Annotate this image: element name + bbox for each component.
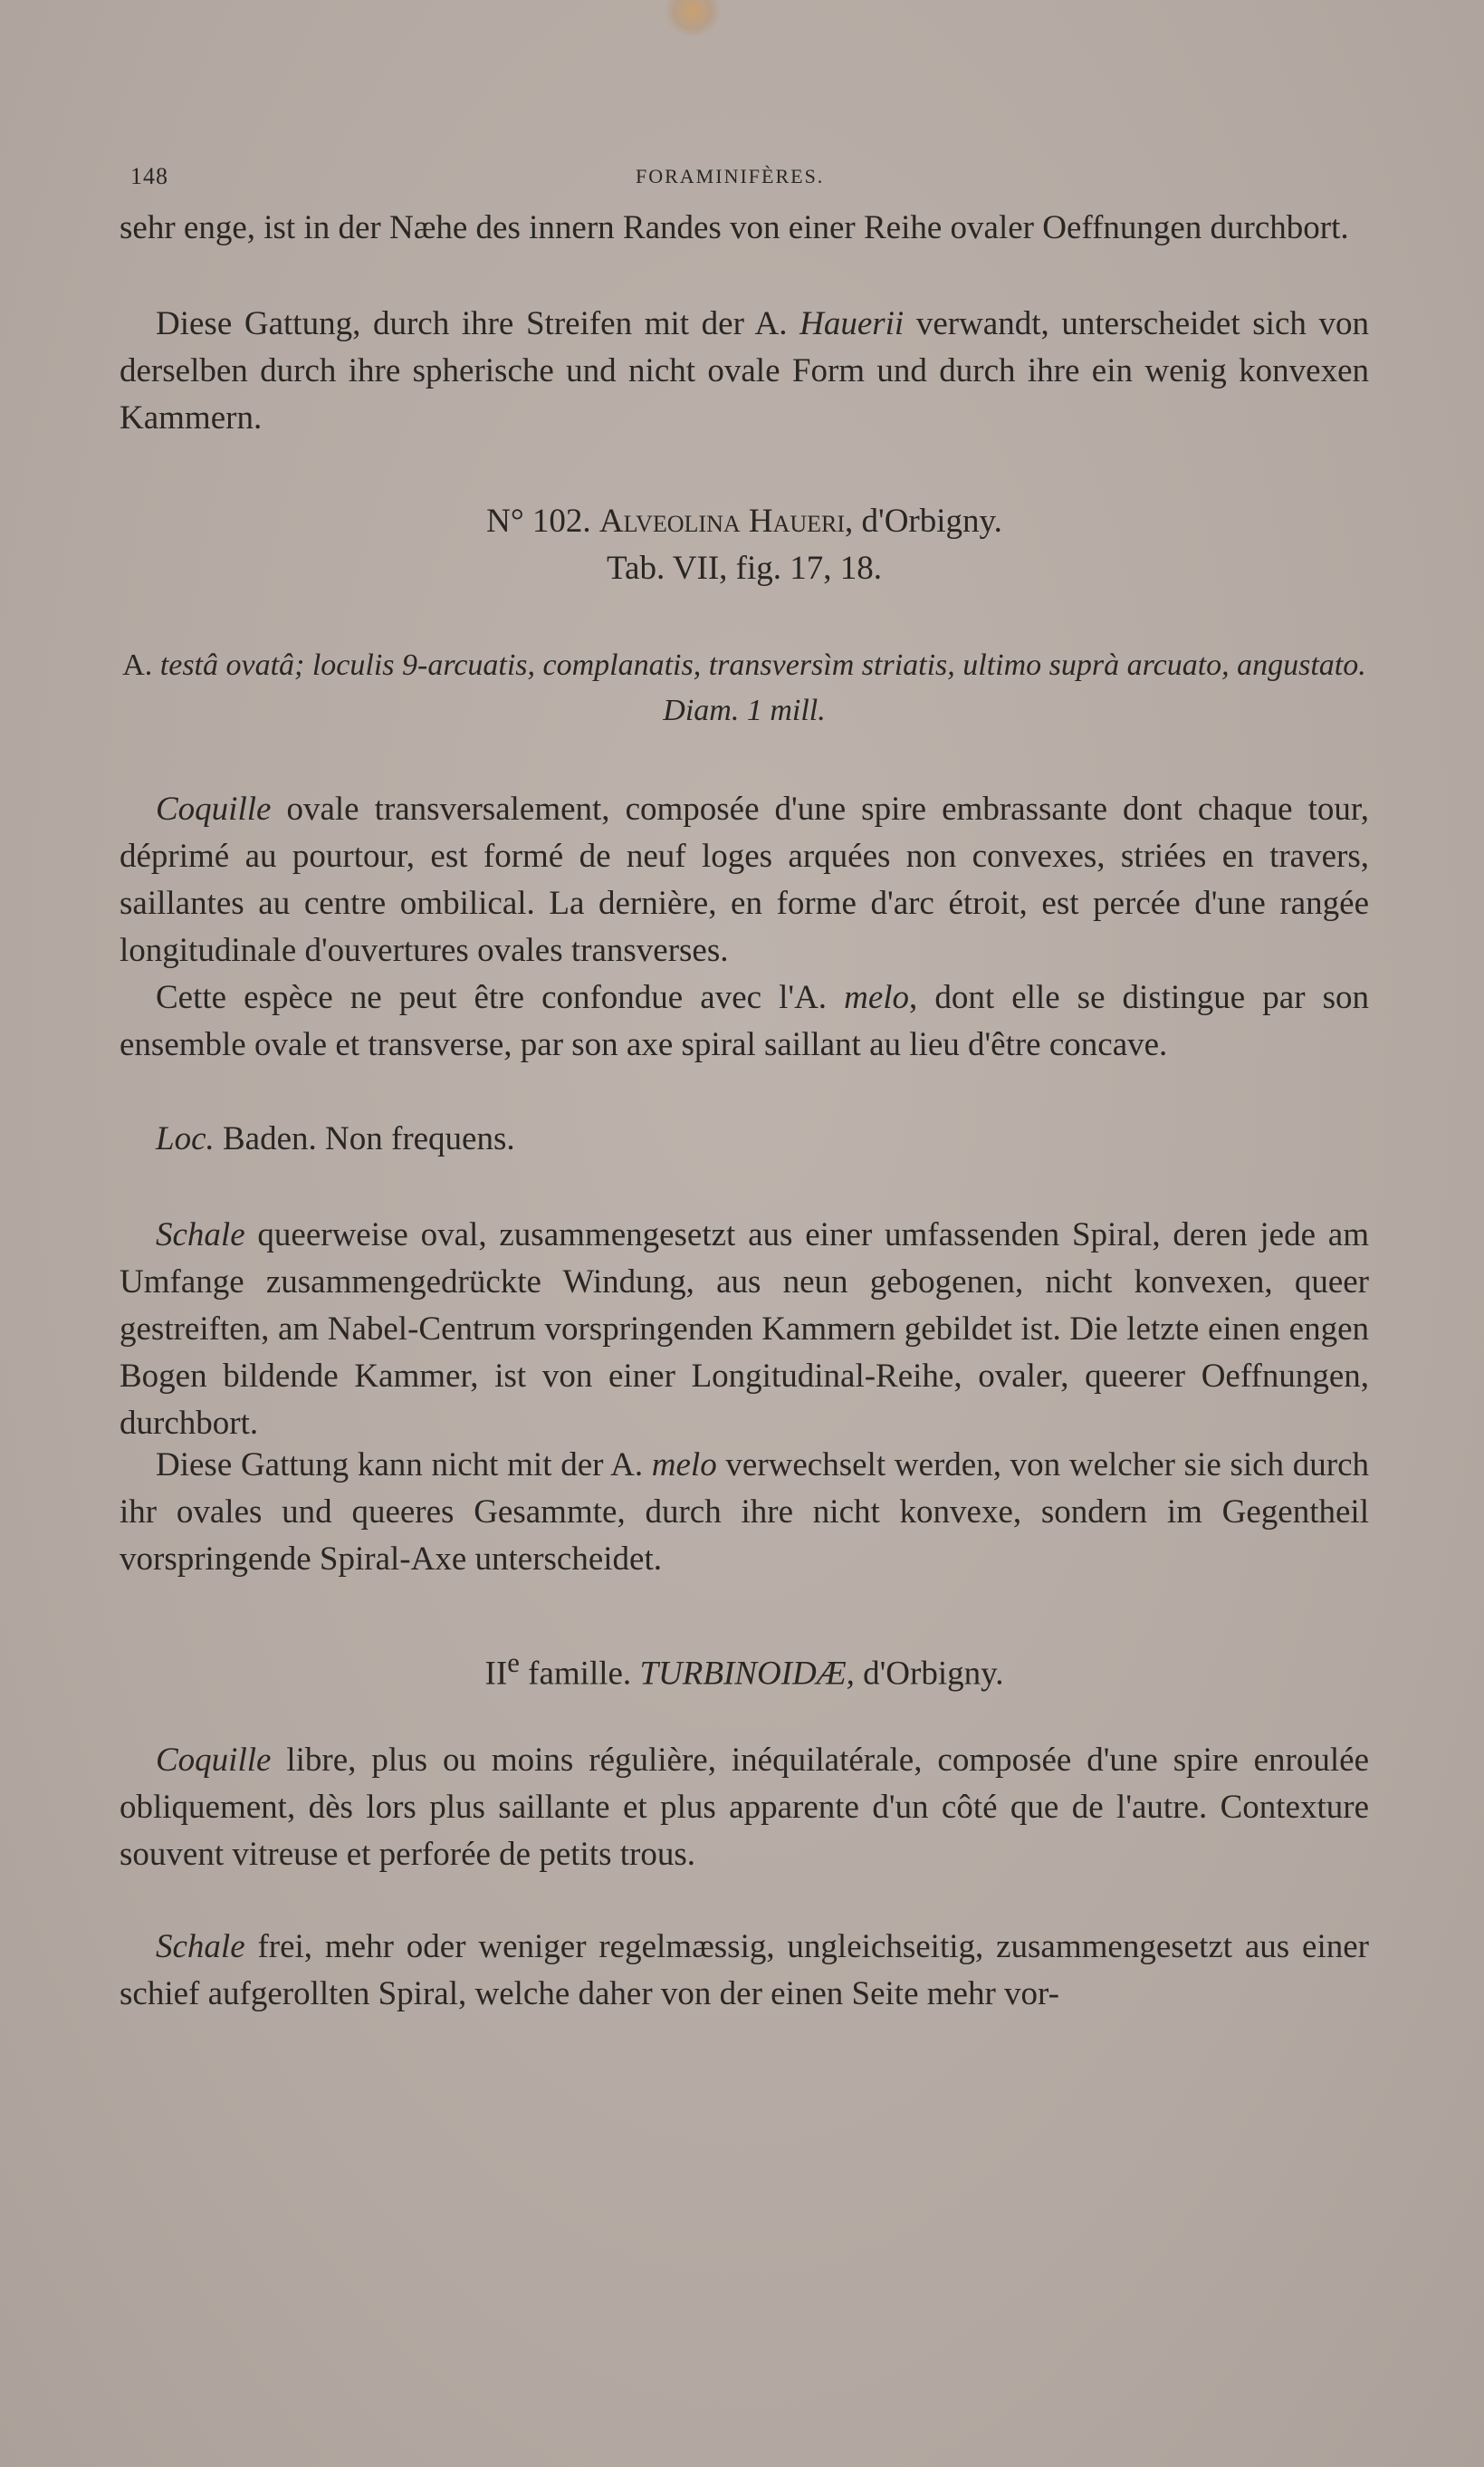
paper-stain: [665, 0, 720, 36]
running-title: FORAMINIFÈRES.: [636, 165, 825, 187]
paragraph-french-comparison: Cette espèce ne peut être confondue avec l'A. melo, dont elle se distingue par son ensemble ovale et transverse, par son axe spiral saillant au lieu d'être concave.: [120, 979, 1369, 1063]
family-heading: IIe famille. TURBINOIDÆ, d'Orbigny.: [484, 1647, 1004, 1693]
paragraph-german-family: Schale frei, mehr oder weniger regelmæssig, ungleichseitig, zusammengesetzt aus einer schief aufgerollten Spiral, welche daher von der einen Seite mehr vor-: [120, 1928, 1369, 2012]
running-head: [120, 163, 1369, 199]
paragraph-french-description: Coquille ovale transversalement, composée d'une spire embrassante dont chaque tour, déprimé au pourtour, est formé de neuf loges arquées non convexes, striées en travers, saillantes au centre ombilical. La dernière, en forme d'arc étroit, est percée d'une rangée longitudinale d'ouvertures ovales transverses.: [120, 791, 1369, 969]
text-line: sehr enge, ist in der Næhe des innern Randes von einer Reihe ovaler Oeffnungen durchbort.: [120, 209, 1349, 246]
paragraph-french-family: Coquille libre, plus ou moins régulière, inéquilatérale, composée d'une spire enroulée obliquement, dès lors plus saillante et plus apparente d'un côté que de l'autre. Contexture souvent vitreuse et perforée de petits trous.: [120, 1742, 1369, 1873]
latin-diagnosis: A. testâ ovatâ; loculis 9-arcuatis, complanatis, transversìm striatis, ultimo suprà arcuato, angustato. Diam. 1 mill.: [122, 648, 1366, 727]
species-name: Haueri: [748, 503, 846, 540]
locality: Loc. Baden. Non frequens.: [156, 1120, 515, 1157]
species-genus: Alveolina: [598, 503, 741, 540]
plate-reference: Tab. VII, fig. 17, 18.: [607, 550, 882, 587]
page-number: 148: [130, 163, 168, 189]
paragraph-german-description: Schale queerweise oval, zusammengesetzt aus einer umfassenden Spiral, deren jede am Umfange zusammengedrückte Windung, aus neun gebogenen, nicht konvexen, queer gestreiften, am Nabel-Centrum vorspringenden Kammern gebildet ist. Die letzte einen engen Bogen bildende Kammer, ist von einer Longitudinal-Reihe, ovaler, queerer Oeffnungen, durchbort.: [120, 1216, 1369, 1442]
species-number: N° 102.: [486, 503, 591, 540]
paragraph-german-comparison-2: Diese Gattung kann nicht mit der A. melo verwechselt werden, von welcher sie sich durch ihr ovales und queeres Gesammte, durch ihre nicht konvexe, sondern im Gegentheil vorspringende Spiral-Axe unterscheidet.: [120, 1446, 1369, 1578]
species-author: , d'Orbigny.: [845, 503, 1002, 540]
paragraph-continued: [120, 205, 1369, 252]
paragraph-german-comparison: Diese Gattung, durch ihre Streifen mit der A. Hauerii verwandt, unterscheidet sich von derselben durch ihre spherische und nicht ovale Form und durch ihre ein wenig konvexen Kammern.: [120, 305, 1369, 437]
taxon-name: Hauerii: [799, 305, 905, 342]
species-heading: [120, 498, 1369, 592]
